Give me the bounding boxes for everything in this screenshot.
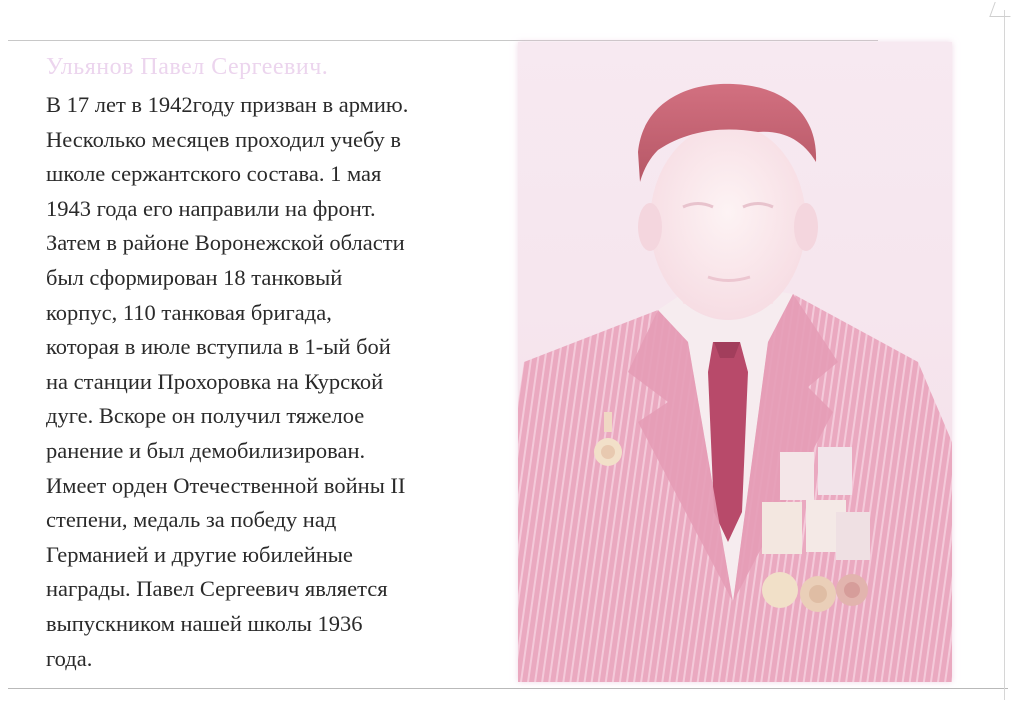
body-line: корпус, 110 танковая бригада, xyxy=(46,299,332,325)
body-line: награды. Павел Сергеевич является xyxy=(46,576,388,602)
body-line: Несколько месяцев проходил учебу в xyxy=(46,126,402,152)
body-line: года. xyxy=(46,645,93,671)
body-line: степени, медаль за победу над xyxy=(46,507,337,533)
body-line: Имеет орден Отечественной войны II xyxy=(46,472,406,498)
body-line: 1943 года его направили на фронт. xyxy=(46,195,376,221)
body-line: выпускником нашей школы 1936 xyxy=(46,610,363,636)
body-line: ранение и был демобилизирован. xyxy=(46,437,366,463)
body-line: которая в июле вступила в 1-ый бой xyxy=(46,334,391,360)
top-rule xyxy=(8,40,878,41)
portrait-illustration xyxy=(518,42,952,682)
person-name-title: Ульянов Павел Сергеевич. xyxy=(46,54,329,80)
corner-mark xyxy=(989,2,1015,17)
right-rule xyxy=(1004,10,1005,700)
body-line: В 17 лет в 1942году призван в армию. xyxy=(46,92,409,117)
body-line: Германией и другие юбилейные xyxy=(46,541,353,567)
portrait-photo xyxy=(518,42,952,682)
body-line: был сформирован 18 танковый xyxy=(46,264,343,290)
body-line: на станции Прохоровка на Курской xyxy=(46,368,384,394)
body-line: дуге. Вскоре он получил тяжелое xyxy=(46,403,365,429)
biography-text xyxy=(46,88,516,676)
body-line: школе сержантского состава. 1 мая xyxy=(46,161,382,187)
body-line: Затем в районе Воронежской области xyxy=(46,230,405,256)
bottom-rule xyxy=(8,688,1008,689)
